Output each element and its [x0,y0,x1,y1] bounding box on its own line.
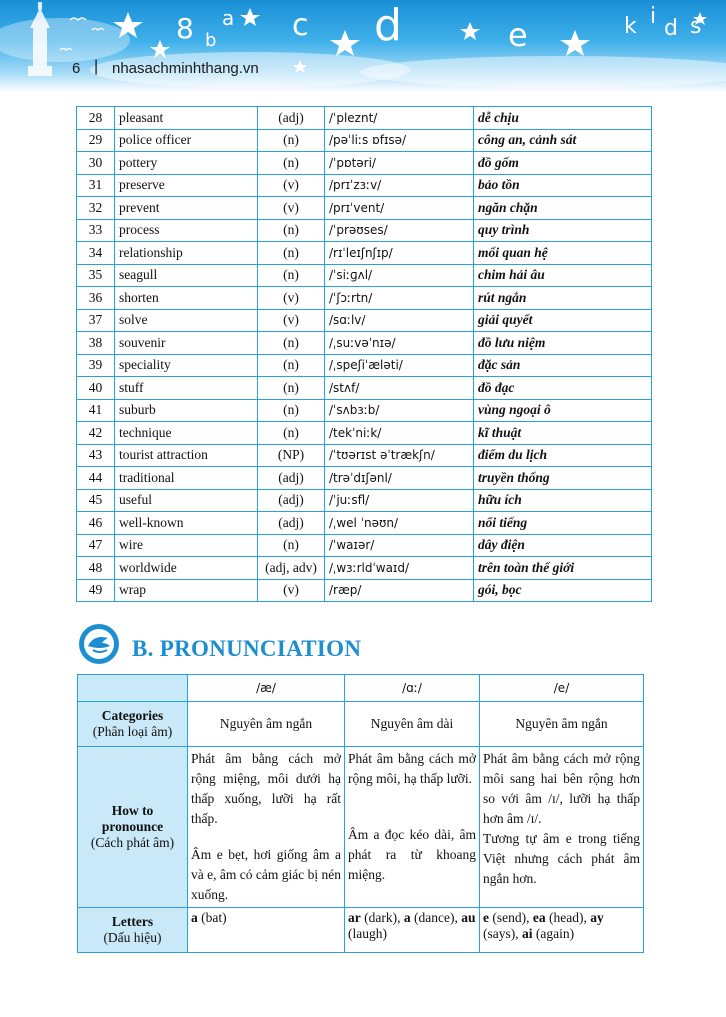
cell-meaning: ngăn chặn [474,197,652,220]
cell-no: 46 [77,512,115,535]
letter-pattern: ay [590,910,604,925]
letter-example: (head), [545,910,591,925]
cell-ipa: /ˈwaɪər/ [325,534,474,557]
cell-meaning: gói, bọc [474,579,652,602]
cell-pos: (n) [258,354,325,377]
categories-row [78,702,644,747]
cell-ipa: /ˈjuːsfl/ [325,489,474,512]
cell-ipa: /ræp/ [325,579,474,602]
cell-meaning: điểm du lịch [474,444,652,467]
cell-word: souvenir [115,332,258,355]
cell-meaning: kĩ thuật [474,422,652,445]
vocabulary-table [76,106,652,602]
cell-word: technique [115,422,258,445]
table-row [77,579,652,602]
cell-no: 28 [77,107,115,130]
table-row [77,107,652,130]
cell-word: speciality [115,354,258,377]
banner-decoration [0,0,726,92]
sound-cell: /e/ [480,675,644,702]
how-cell: Phát âm bằng cách mở rộng môi, hạ thấp lưỡi. Âm a đọc kéo dài, âm phát ra từ khoang miệng. [345,747,480,908]
letter-pattern: ea [532,910,546,925]
cell-ipa: /ˈprəʊses/ [325,219,474,242]
table-row [77,332,652,355]
cell-pos: (NP) [258,444,325,467]
cell-pos: (adj) [258,489,325,512]
table-row [77,399,652,422]
brand-letter: d [664,16,678,41]
table-row [77,287,652,310]
table-row [77,197,652,220]
header-banner [0,0,726,92]
cell-no: 37 [77,309,115,332]
table-row [77,242,652,265]
letter-example: (laugh) [348,926,387,941]
cell-pos: (n) [258,152,325,175]
cell-word: shorten [115,287,258,310]
header-separator: | [94,58,99,75]
cell-no: 32 [77,197,115,220]
how-to-pronounce-row [78,747,644,908]
table-row [77,174,652,197]
cell-no: 36 [77,287,115,310]
cell-word: prevent [115,197,258,220]
cell-ipa: /prɪˈvent/ [325,197,474,220]
cell-word: pleasant [115,107,258,130]
cell-no: 39 [77,354,115,377]
letter-example: (bat) [197,910,227,925]
letter-pattern: ar [348,910,361,925]
cell-word: suburb [115,399,258,422]
letter-pattern: ai [522,926,533,941]
cell-meaning: chim hải âu [474,264,652,287]
pronunciation-table [77,674,644,953]
table-row [77,444,652,467]
cell-no: 44 [77,467,115,490]
cell-meaning: mối quan hệ [474,242,652,265]
letter-example: (again) [532,926,575,941]
cell-word: wire [115,534,258,557]
cell-meaning: dây điện [474,534,652,557]
cell-ipa: /pəˈliːs ɒfɪsə/ [325,129,474,152]
cell-pos: (adj) [258,512,325,535]
cell-word: preserve [115,174,258,197]
how-cell: Phát âm bằng cách mở rộng môi sang hai bên rộng hơn so với âm /ɪ/, lưỡi hạ thấp hơn âm /ɪ/. Tương tự âm e trong tiếng Việt nhưng cách phát âm ngắn hơn. [480,747,644,908]
table-row [77,534,652,557]
cell-pos: (adj, adv) [258,557,325,580]
cell-meaning: đồ lưu niệm [474,332,652,355]
cell-no: 30 [77,152,115,175]
cell-pos: (v) [258,174,325,197]
category-cell: Nguyên âm dài [345,702,480,747]
letters-cell [188,908,345,953]
cell-ipa: /prɪˈzɜːv/ [325,174,474,197]
cell-ipa: /rɪˈleɪʃnʃɪp/ [325,242,474,265]
cell-pos: (v) [258,579,325,602]
cell-meaning: vùng ngoại ô [474,399,652,422]
brand-letter: b [205,30,217,51]
vocabulary-table-body [77,107,652,602]
how-cell: Phát âm bằng cách mở rộng miệng, môi dưới hạ thấp xuống, lưỡi hạ rất thấp. Âm e bẹt, hơi giống âm a và e, âm có cảm giác bị nén xuống. [188,747,345,908]
how-label: How to pronounce (Cách phát âm) [78,747,188,908]
cell-word: stuff [115,377,258,400]
cell-meaning: truyền thống [474,467,652,490]
letter-pattern: au [461,910,476,925]
table-row [77,264,652,287]
cell-ipa: /ˈʃɔːrtn/ [325,287,474,310]
table-row [77,219,652,242]
cell-pos: (n) [258,422,325,445]
cell-meaning: quy trình [474,219,652,242]
cell-word: worldwide [115,557,258,580]
cell-word: traditional [115,467,258,490]
pronunciation-icon [77,622,121,666]
brand-letter: s [690,14,702,39]
cell-meaning: bảo tồn [474,174,652,197]
cell-ipa: /ˈpleznt/ [325,107,474,130]
cell-ipa: /tekˈniːk/ [325,422,474,445]
page-number: 6 [72,60,81,77]
cell-meaning: trên toàn thế giới [474,557,652,580]
cell-no: 48 [77,557,115,580]
brand-letter: k [624,14,637,39]
cell-no: 33 [77,219,115,242]
table-row [77,557,652,580]
letter-example: (dark), [360,910,404,925]
table-row [77,467,652,490]
cell-word: relationship [115,242,258,265]
table-row [77,309,652,332]
cell-no: 34 [77,242,115,265]
letters-cell [345,908,480,953]
cell-meaning: giải quyết [474,309,652,332]
cell-meaning: đồ đạc [474,377,652,400]
table-row [77,129,652,152]
cell-word: wrap [115,579,258,602]
cell-pos: (adj) [258,467,325,490]
cell-ipa: /ˌwel ˈnəʊn/ [325,512,474,535]
cell-meaning: hữu ích [474,489,652,512]
table-row [77,422,652,445]
letter-example: (says), [483,926,522,941]
cell-word: solve [115,309,258,332]
cell-ipa: /trəˈdɪʃənl/ [325,467,474,490]
section-title: B. PRONUNCIATION [132,636,362,661]
sound-cell: /æ/ [188,675,345,702]
brand-letter: d [374,0,402,51]
letters-row [78,908,644,953]
brand-letter: i [650,4,657,29]
letter-pattern: a [403,910,411,925]
cell-word: tourist attraction [115,444,258,467]
letters-cell [480,908,644,953]
cell-no: 31 [77,174,115,197]
cell-pos: (adj) [258,107,325,130]
cell-meaning: đồ gốm [474,152,652,175]
cell-no: 49 [77,579,115,602]
cell-word: useful [115,489,258,512]
brand-letter: e [508,16,528,54]
corner-cell [78,675,188,702]
cell-word: pottery [115,152,258,175]
cell-word: process [115,219,258,242]
letter-pattern: a [191,910,198,925]
cell-pos: (n) [258,399,325,422]
brand-letter: c [292,8,309,43]
sounds-row [78,675,644,702]
cell-ipa: /ˈpɒtəri/ [325,152,474,175]
cell-pos: (n) [258,219,325,242]
cell-no: 47 [77,534,115,557]
cell-pos: (v) [258,197,325,220]
table-row [77,489,652,512]
table-row [77,377,652,400]
cell-no: 29 [77,129,115,152]
letter-example: (dance), [410,910,462,925]
letters-label: Letters (Dấu hiệu) [78,908,188,953]
cell-pos: (n) [258,242,325,265]
cell-ipa: /ˈsʌbɜːb/ [325,399,474,422]
cell-pos: (n) [258,129,325,152]
letter-pattern: e [483,910,489,925]
cell-pos: (n) [258,377,325,400]
cell-pos: (n) [258,332,325,355]
cell-ipa: /ˌsuːvəˈnɪə/ [325,332,474,355]
cell-ipa: /ˈsiːɡʌl/ [325,264,474,287]
cell-no: 43 [77,444,115,467]
brand-letter: a [222,6,235,30]
cell-ipa: /sɑːlv/ [325,309,474,332]
brand-letter: 8 [176,12,194,45]
cell-meaning: đặc sản [474,354,652,377]
cell-pos: (v) [258,309,325,332]
cell-no: 41 [77,399,115,422]
cell-no: 40 [77,377,115,400]
cell-meaning: nổi tiếng [474,512,652,535]
cell-ipa: /ˌwɜːrldˈwaɪd/ [325,557,474,580]
cell-pos: (n) [258,264,325,287]
categories-label: Categories (Phân loại âm) [78,702,188,747]
cell-word: well-known [115,512,258,535]
cell-word: seagull [115,264,258,287]
cell-ipa: /ˌspeʃiˈæləti/ [325,354,474,377]
table-row [77,512,652,535]
site-name: nhasachminhthang.vn [112,60,259,77]
cell-meaning: dễ chịu [474,107,652,130]
sound-cell: /ɑː/ [345,675,480,702]
table-row [77,354,652,377]
category-cell: Nguyên âm ngắn [480,702,644,747]
cell-meaning: rút ngắn [474,287,652,310]
cell-no: 38 [77,332,115,355]
letter-example: (send), [489,910,533,925]
cell-no: 45 [77,489,115,512]
cell-no: 42 [77,422,115,445]
cell-meaning: công an, cảnh sát [474,129,652,152]
cell-ipa: /stʌf/ [325,377,474,400]
table-row [77,152,652,175]
cell-pos: (n) [258,534,325,557]
cell-ipa: /ˈtʊərɪst əˈtrækʃn/ [325,444,474,467]
cell-word: police officer [115,129,258,152]
category-cell: Nguyên âm ngắn [188,702,345,747]
cell-pos: (v) [258,287,325,310]
cell-no: 35 [77,264,115,287]
